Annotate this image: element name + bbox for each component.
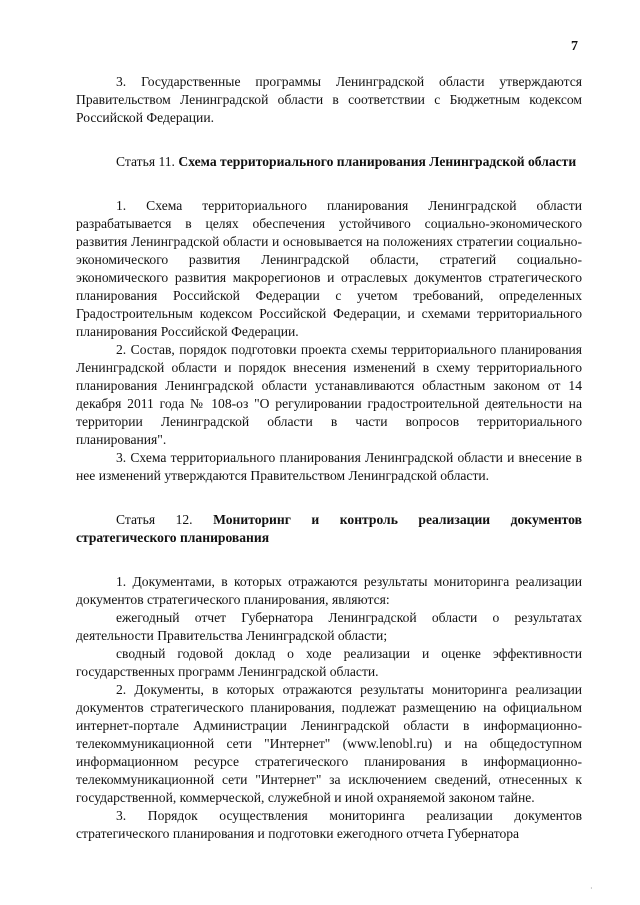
article-11-heading (76, 153, 582, 171)
article-12-item-1b: сводный годовой доклад о ходе реализации и оценке эффективности государственных программ Ленинградской области. (76, 646, 582, 679)
article-11-title: Схема территориального планирования Ленинградской области (178, 154, 577, 169)
article-12-prefix: Статья 12. (116, 512, 193, 527)
article-11-item-1: 1. Схема территориального планирования Ленинградской области разрабатывается в целях обеспечения устойчивого социально-экономического развития Ленинградской области и основывается на положениях стратегии социально-экономического развития Ленинградской области, стратегий социально-экономического развития макрорегионов и отраслевых документов стратегического планирования Российской Федерации с учетом требований, определенных Градостроительным кодексом Российской Федерации, и схемами территориального планирования Российской Федерации. (76, 198, 582, 339)
article-11-prefix: Статья 11. (116, 154, 175, 169)
article-12-title: Мониторинг и контроль реализации документов стратегического планирования (76, 512, 582, 545)
article-12-item-1a: ежегодный отчет Губернатора Ленинградской области о результатах деятельности Правительства Ленинградской области; (76, 610, 582, 643)
article-11-item-3: 3. Схема территориального планирования Ленинградской области и внесение в нее изменений утверждаются Правительством Ленинградской области. (76, 450, 582, 483)
paragraph-article10-item3: 3. Государственные программы Ленинградской области утверждаются Правительством Ленинградской области в соответствии с Бюджетным кодексом Российской Федерации. (76, 74, 582, 125)
article-12-item-2: 2. Документы, в которых отражаются результаты мониторинга реализации документов стратегического планирования, подлежат размещению на официальном интернет-портале Администрации Ленинградской области в информационно-телекоммуникационной сети "Интернет" (www.lenobl.ru) и на общедоступном информационном ресурсе стратегического планирования в информационно-телекоммуникационной сети "Интернет" за исключением сведений, отнесенных к государственной, коммерческой, служебной и иной охраняемой законом тайне. (76, 682, 582, 805)
page-number: 7 (571, 39, 578, 54)
document-body (76, 73, 582, 843)
article-12-item-1: 1. Документами, в которых отражаются результаты мониторинга реализации документов стратегического планирования, являются: (76, 574, 582, 607)
scan-dot: · (590, 884, 593, 893)
article-11-item-2: 2. Состав, порядок подготовки проекта схемы территориального планирования Ленинградской области и порядок внесения изменений в схему территориального планирования Ленинградской области устанавливаются областным законом от 14 декабря 2011 года № 108-оз "О регулировании градостроительной деятельности на территории Ленинградской области в части вопросов территориального планирования". (76, 342, 582, 447)
article-12-heading (76, 511, 582, 547)
article-12-item-3: 3. Порядок осуществления мониторинга реализации документов стратегического планирования и подготовки ежегодного отчета Губернатора (76, 808, 582, 841)
